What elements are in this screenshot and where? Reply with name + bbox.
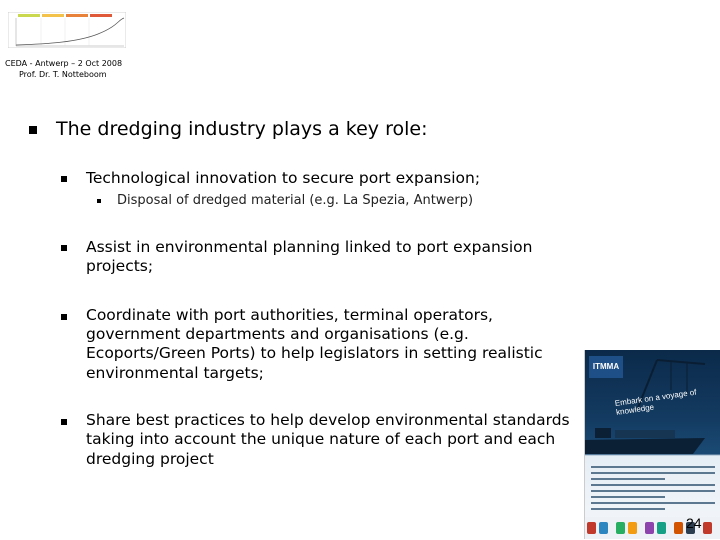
point-3-line-2: government departments and organisations (e.g. — [86, 325, 469, 343]
poster-body-text — [591, 462, 715, 514]
poster-logo: ITMMA — [589, 356, 623, 378]
point-2-line-1: Assist in environmental planning linked to port expansion — [86, 238, 533, 256]
event-line: CEDA - Antwerp – 2 Oct 2008 — [5, 59, 123, 68]
main-point: The dredging industry plays a key role: — [56, 118, 428, 140]
bullet-level1 — [29, 126, 37, 134]
itmma-poster-image — [584, 350, 720, 539]
bullet-level2 — [61, 245, 67, 251]
presentation-meta — [5, 58, 122, 80]
point-3-line-3: Ecoports/Green Ports) to help legislators in setting realistic — [86, 344, 543, 362]
page-number: 24 — [686, 515, 702, 531]
point-2-line-2: projects; — [86, 257, 154, 275]
bullet-level2 — [61, 314, 67, 320]
point-4-line-2: taking into account the unique nature of each port and each — [86, 430, 556, 448]
point-1: Technological innovation to secure port expansion; — [86, 169, 481, 187]
point-3-line-4: environmental targets; — [86, 364, 264, 382]
subpoint-1: Disposal of dredged material (e.g. La Spezia, Antwerp) — [117, 193, 474, 208]
point-4-line-1: Share best practices to help develop environmental standards — [86, 411, 570, 429]
bullet-level3 — [97, 199, 101, 203]
bullet-level2 — [61, 176, 67, 182]
point-4-line-3: dredging project — [86, 450, 214, 468]
header-thumbnail-chart — [8, 12, 126, 48]
point-3-line-1: Coordinate with port authorities, terminal operators, — [86, 306, 493, 324]
author-line: Prof. Dr. T. Notteboom — [19, 70, 107, 79]
ship-icon — [585, 420, 720, 456]
bullet-level2 — [61, 419, 67, 425]
poster-slogan: Embark on a voyage of knowledge — [614, 387, 697, 417]
